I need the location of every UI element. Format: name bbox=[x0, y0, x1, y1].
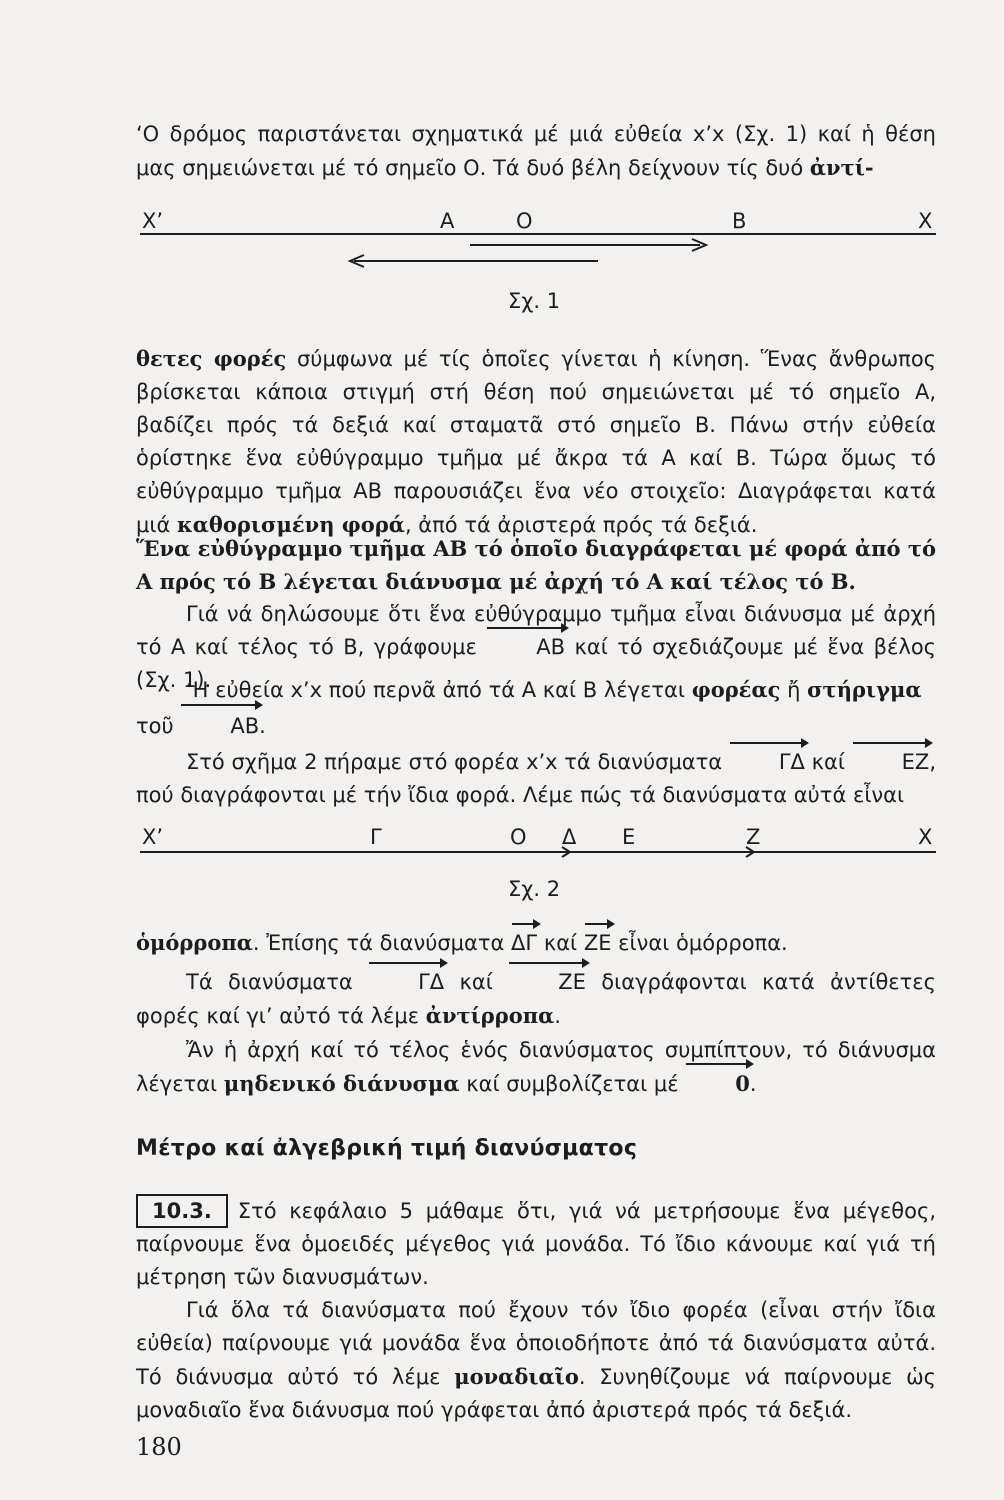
vector-ZE: ΖΕ bbox=[508, 966, 586, 999]
paragraph-zero-vector bbox=[136, 1034, 936, 1101]
paragraph-fig2-intro bbox=[136, 746, 936, 812]
text: Τά διανύσματα bbox=[186, 970, 353, 994]
vector-GD: ΓΔ bbox=[729, 746, 805, 779]
bold-term: ὁμόρροπα bbox=[136, 930, 253, 955]
text: Ἄν ἡ ἀρχή καί τό τέλος ἑνός διανύσματος συμπίπτουν, τό διάνυσμα λέγεται bbox=[136, 1038, 936, 1096]
definition-vector bbox=[136, 532, 936, 598]
bold-term: θετες φορές bbox=[136, 346, 287, 371]
paragraph-unit bbox=[136, 1294, 936, 1427]
text: Γιά ὅλα τά διανύσματα πού ἔχουν τόν ἴδιο φορέα (εἶναι στήν ἴδια εὐθεία) παίρνουμε γιά μονάδα ἕνα ὁποιοδήποτε ἀπό τά διανύσματα αὐτά. Τό διάνυσμα αὐτό τό λέμε bbox=[136, 1298, 936, 1389]
caption-fig2: Σχ. 2 bbox=[508, 877, 561, 901]
text: ‘Η εὐθεία x’x πού περνᾶ ἀπό τά Α καί Β λέγεται bbox=[186, 678, 686, 702]
text: . bbox=[554, 1004, 561, 1028]
text: Στό κεφάλαιο 5 μάθαμε ὅτι, γιά νά μετρήσουμε ἕνα μέγεθος, παίρνουμε ἕνα ὁμοειδές μέγεθος γιά μονάδα. Τό ἴδιο κάνουμε καί γιά τή μέτρηση τῶν διανυσμάτων. bbox=[136, 1199, 936, 1289]
text: καί bbox=[811, 750, 845, 774]
caption-fig1: Σχ. 1 bbox=[508, 289, 561, 313]
text: . Ἐπίσης τά διανύσματα bbox=[252, 931, 505, 955]
label-O: Ο bbox=[516, 209, 533, 233]
text: . bbox=[259, 714, 266, 738]
label-E: Ε bbox=[622, 825, 636, 849]
vector-GD: ΓΔ bbox=[368, 966, 444, 999]
label-A: Α bbox=[440, 209, 455, 233]
vector-DG: ΔΓ bbox=[511, 927, 537, 960]
text: ἤ bbox=[787, 678, 801, 702]
text: . bbox=[749, 1072, 757, 1096]
section-number-box: 10.3. bbox=[136, 1194, 228, 1228]
text: , πού διαγράφονται μέ τήν ἴδια φορά. Λέμε πώς τά διανύσματα αὐτά εἶναι bbox=[136, 750, 936, 807]
label-X: Χ bbox=[918, 825, 933, 849]
definition-text: Ἕνα εὐθύγραμμο τμῆμα ΑΒ τό ὁποῖο διαγράφεται μέ φορά ἀπό τό Α πρός τό Β λέγεται διάνυσμα μέ ἀρχή τό Α καί τέλος τό Β. bbox=[136, 536, 936, 594]
paragraph-codirectional bbox=[136, 926, 936, 960]
vector-AB: ΑΒ bbox=[180, 708, 259, 744]
label-O: Ο bbox=[510, 825, 527, 849]
figure-2 bbox=[0, 818, 1004, 918]
paragraph-direction bbox=[136, 342, 936, 542]
page-number: 180 bbox=[136, 1433, 182, 1461]
vector-AB: ΑΒ bbox=[486, 631, 565, 664]
label-x-prime: X’ bbox=[142, 825, 164, 849]
label-B: Β bbox=[732, 209, 747, 233]
text: καί bbox=[459, 970, 493, 994]
text: καί bbox=[543, 931, 578, 955]
text: Γιά νά δηλώσουμε ὅτι ἕνα εὐθύγραμμο τμῆμα εἶναι διάνυσμα μέ ἀρχή τό Α καί τέλος τό Β, γράφουμε bbox=[136, 602, 936, 659]
text: τοῦ bbox=[136, 714, 174, 738]
text: καί τό σχεδιάζουμε μέ ἕνα βέλος (Σχ. 1). bbox=[136, 635, 936, 692]
paragraph-intro bbox=[136, 118, 936, 185]
text: σύμφωνα μέ τίς ὁποῖες γίνεται ἡ κίνηση. Ἕνας ἄνθρωπος βρίσκεται κάποια στιγμή στή θέση πού σημειώνεται μέ τό σημεῖο Α, βαδίζει πρός τά δεξιά καί σταματᾶ στό σημεῖο Β. Πάνω στήν εὐθεία ὁρίστηκε ἕνα εὐθύγραμμο τμῆμα μέ ἄκρα τά Α καί Β. Τώρα ὅμως τό εὐθύγραμμο τμῆμα ΑΒ παρουσιάζει ἕνα νέο στοιχεῖο: Διαγράφεται κατά μιά bbox=[136, 347, 936, 537]
label-Z: Ζ bbox=[746, 825, 761, 849]
text: , ἀπό τά ἀριστερά πρός τά δεξιά. bbox=[404, 513, 758, 537]
label-x-prime: X’ bbox=[142, 209, 164, 233]
bold-term: στήριγμα bbox=[807, 677, 922, 702]
bold-term: μηδενικό διάνυσμα bbox=[223, 1071, 460, 1096]
vector-ZE: ΖΕ bbox=[584, 927, 612, 960]
label-D: Δ bbox=[562, 825, 577, 849]
figure-1 bbox=[0, 200, 1004, 330]
vector-EZ: ΕΖ bbox=[852, 746, 930, 779]
zero-vector: 0 bbox=[685, 1067, 750, 1100]
text: εἶναι ὁμόρροπα. bbox=[618, 931, 788, 955]
bold-term: μοναδιαῖο bbox=[454, 1364, 579, 1389]
bold-term: ἀντί- bbox=[809, 155, 874, 180]
paragraph-support bbox=[136, 672, 936, 744]
label-G: Γ bbox=[370, 825, 382, 849]
paragraph-measure bbox=[136, 1194, 936, 1294]
text: Στό σχῆμα 2 πήραμε στό φορέα x’x τά διανύσματα bbox=[186, 750, 723, 774]
text: καί συμβολίζεται μέ bbox=[466, 1072, 679, 1096]
bold-term: καθορισμένη φορά bbox=[177, 512, 405, 537]
paragraph-opposite bbox=[136, 966, 936, 1033]
label-X: Χ bbox=[918, 209, 933, 233]
text: ‘Ο δρόμος παριστάνεται σχηματικά μέ μιά εὐθεία x’x (Σχ. 1) καί ἡ θέση μας σημειώνεται μέ τό σημεῖο Ο. Τά δυό βέλη δείχνουν τίς δυό bbox=[136, 122, 936, 180]
bold-term: ἀντίρροπα bbox=[425, 1003, 555, 1028]
section-heading: Μέτρο καί ἀλγεβρική τιμή διανύσματος bbox=[136, 1136, 638, 1161]
text: διαγράφονται κατά ἀντίθετες φορές καί γι’ αὐτό τά λέμε bbox=[136, 970, 936, 1028]
bold-term: φορέας bbox=[691, 677, 781, 702]
text: . Συνηθίζουμε νά παίρνουμε ὡς μοναδιαῖο ἕνα διάνυσμα πού γράφεται ἀπό ἀριστερά πρός τά δεξιά. bbox=[136, 1365, 936, 1422]
